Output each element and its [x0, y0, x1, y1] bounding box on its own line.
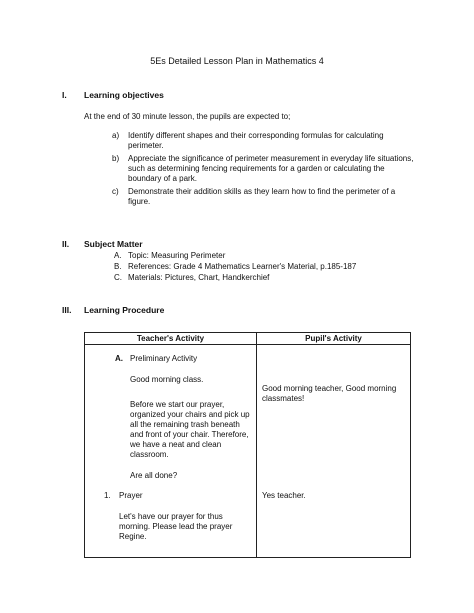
teacher-activity-cell — [85, 345, 257, 558]
subject-marker-c: C. — [114, 273, 122, 282]
document-title: 5Es Detailed Lesson Plan in Mathematics 4 — [150, 56, 324, 66]
objectives-intro: At the end of 30 minute lesson, the pupils are expected to; — [84, 112, 291, 121]
objective-marker-c: c) — [112, 187, 119, 196]
pupil-greeting-reply: Good morning teacher, Good morning classmates! — [262, 384, 397, 403]
pupil-yes-reply: Yes teacher. — [262, 491, 306, 500]
teacher-prayer-instruction: Before we start our prayer, organized your chairs and pick up all the remaining trash beneath and front of your chair. Therefore, we have a neat and clean classroom. — [130, 400, 250, 459]
column-header-teacher: Teacher's Activity — [85, 333, 257, 345]
teacher-greeting: Good morning class. — [130, 375, 204, 384]
subject-references: References: Grade 4 Mathematics Learner's Material, p.185-187 — [128, 262, 357, 271]
procedure-table-header-row — [85, 333, 411, 345]
table-row — [85, 345, 411, 558]
section-heading-subject: Subject Matter — [84, 239, 143, 249]
subject-materials: Materials: Pictures, Chart, Handkerchief — [128, 273, 270, 282]
objective-marker-b: b) — [112, 154, 120, 163]
section-number-procedure: III. — [62, 305, 72, 315]
section-number-objectives: I. — [62, 90, 67, 100]
step-title-prayer: Prayer — [119, 491, 143, 500]
objective-text-c: Demonstrate their addition skills as they learn how to find the perimeter of a figure. — [128, 187, 396, 206]
subject-marker-a: A. — [114, 251, 122, 260]
teacher-done-question: Are all done? — [130, 471, 178, 480]
step-marker-a: A. — [115, 354, 123, 363]
objective-text-b: Appreciate the significance of perimeter measurement in everyday life situations, such as determining fencing requirements for a garden or calculating the boundary of a park. — [128, 154, 414, 183]
step-title-preliminary: Preliminary Activity — [130, 354, 198, 363]
column-header-pupil: Pupil's Activity — [257, 333, 411, 345]
procedure-table — [84, 332, 411, 558]
section-number-subject: II. — [62, 239, 70, 249]
objective-marker-a: a) — [112, 131, 120, 140]
subject-marker-b: B. — [114, 262, 122, 271]
teacher-prayer-lead: Let's have our prayer for thus morning. Please lead the prayer Regine. — [119, 512, 233, 541]
step-marker-1: 1. — [104, 491, 111, 500]
section-heading-procedure: Learning Procedure — [84, 305, 165, 315]
subject-topic: Topic: Measuring Perimeter — [128, 251, 226, 260]
pupil-activity-cell — [257, 345, 411, 558]
section-heading-objectives: Learning objectives — [84, 90, 164, 100]
objective-text-a: Identify different shapes and their corresponding formulas for calculating perimeter. — [128, 131, 384, 150]
